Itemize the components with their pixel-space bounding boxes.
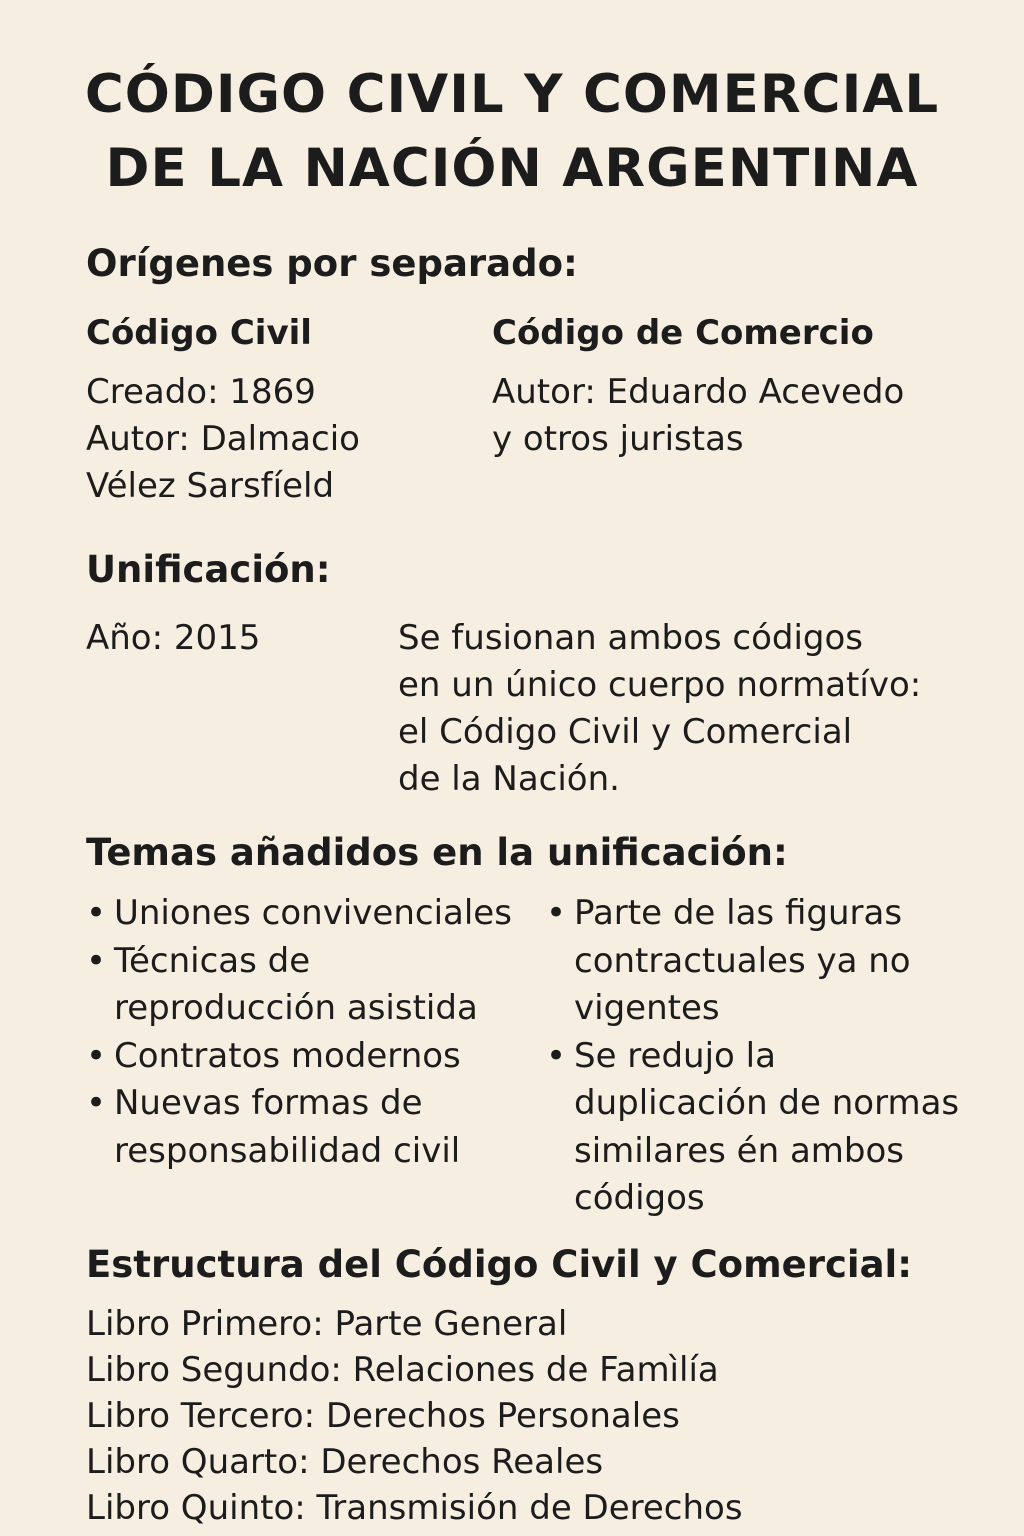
list-item-text: • Contratos modernos [114, 1035, 461, 1076]
title-line-1: CÓDIGO CIVIL Y COMERCIAL [84, 64, 940, 125]
codigo-comercio-line: Autor: Eduardo Acevedo [492, 372, 905, 412]
codigo-civil-line: Vélez Sarsfíeld [86, 466, 335, 506]
unificacion-description-line: el Código Civil y Comercial [398, 712, 853, 752]
list-item [86, 890, 512, 938]
estructura-heading: Estructura del Código Civil y Comercial: [86, 1243, 913, 1286]
temas-left-list [86, 890, 512, 1175]
codigo-civil-title: Código Civil [86, 313, 312, 353]
temas-right-list [546, 890, 959, 1223]
estructura-list [86, 1301, 743, 1531]
temas-heading: Temas añadidos en la unificación: [86, 831, 788, 874]
list-item-text: contractuales ya no [574, 940, 911, 981]
libro-item: Libro Segundo: Relaciones de Famìlía [86, 1350, 719, 1390]
codigo-comercio-title: Código de Comercio [492, 313, 874, 353]
list-item-text: • Se redujo la [574, 1035, 776, 1076]
list-item-text: • Uniones convivenciales [114, 893, 512, 933]
list-item [86, 938, 512, 1033]
list-item-text: • Nuevas formas de [114, 1083, 423, 1123]
unificacion-description-line: de la Nación. [398, 759, 620, 799]
list-item-text: reproducción asistida [114, 988, 478, 1028]
list-item [546, 1033, 959, 1223]
libro-item: Libro Quinto: Transmisión de Derechos [86, 1488, 743, 1528]
list-item [546, 890, 959, 1033]
unificacion-description-line: en un único cuerpo normatívo: [398, 665, 922, 705]
unificacion-description [398, 615, 921, 803]
list-item-text: • Parte de las figuras [574, 893, 903, 933]
codigo-civil-details [86, 369, 360, 510]
codigo-comercio-line: y otros juristas [492, 419, 744, 459]
codigo-comercio-details [492, 369, 904, 463]
codigo-civil-line: Creado: 1869 [86, 372, 316, 412]
unificacion-year: Año: 2015 [86, 618, 261, 658]
list-item-text: responsabilidad civil [114, 1130, 461, 1171]
libro-item: Libro Tercero: Derechos Personales [86, 1396, 680, 1436]
libro-item: Libro Primero: Parte General [86, 1304, 568, 1344]
list-item [86, 1033, 512, 1081]
page-title [0, 58, 1024, 206]
list-item-text: duplicación de normas [574, 1083, 960, 1123]
codigo-civil-line: Autor: Dalmacio [86, 419, 360, 459]
list-item [86, 1080, 512, 1175]
unificacion-heading: Unificación: [86, 548, 331, 591]
libro-item: Libro Quarto: Derechos Reales [86, 1442, 604, 1482]
list-item-text: • Técnicas de [114, 940, 311, 981]
list-item-text: códigos [574, 1178, 705, 1218]
list-item-text: vigentes [574, 988, 720, 1028]
unificacion-description-line: Se fusionan ambos códigos [398, 618, 864, 658]
list-item-text: similares én ambos [574, 1130, 905, 1171]
origenes-heading: Orígenes por separado: [86, 242, 578, 285]
title-line-2: DE LA NACIÓN ARGENTINA [105, 138, 919, 199]
